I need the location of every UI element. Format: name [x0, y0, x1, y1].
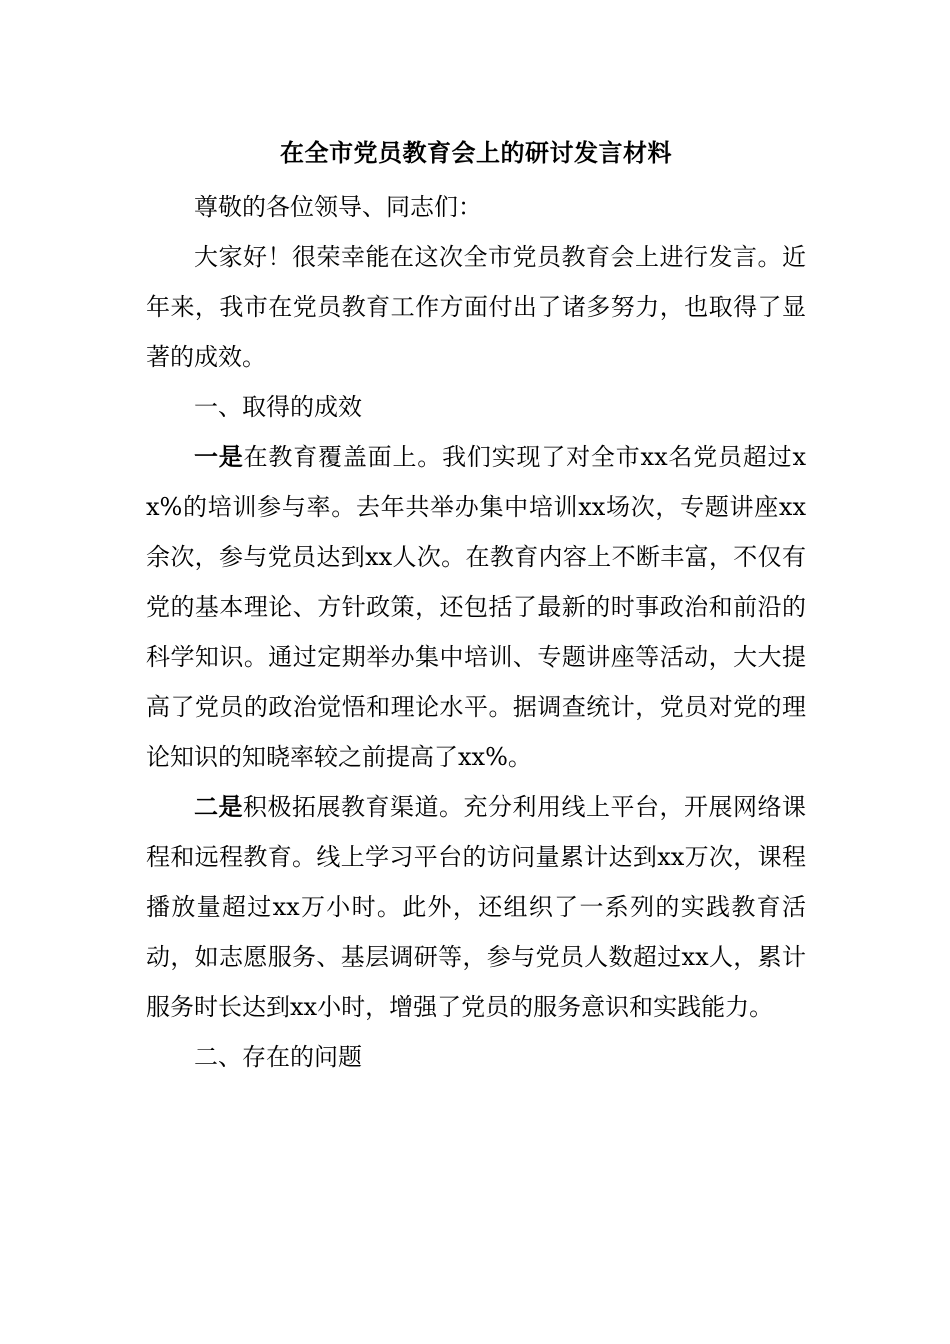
document-page [146, 124, 806, 1082]
point-one-paragraph [146, 432, 806, 782]
point-two-paragraph [146, 782, 806, 1032]
point-two-lead: 二是 [194, 792, 243, 821]
section-heading-achievements: 一、取得的成效 [194, 393, 362, 421]
point-two-text: 积极拓展教育渠道。充分利用线上平台，开展网络课程和远程教育。线上学习平台的访问量累计达到xx万次，课程播放量超过xx万小时。此外，还组织了一系列的实践教育活动，如志愿服务、基层调研等，参与党员人数超过xx人，累计服务时长达到xx小时，增强了党员的服务意识和实践能力。 [146, 793, 806, 1021]
intro-paragraph: 大家好！很荣幸能在这次全市党员教育会上进行发言。近年来，我市在党员教育工作方面付出了诸多努力，也取得了显著的成效。 [146, 243, 806, 371]
section-heading-problems: 二、存在的问题 [194, 1043, 362, 1071]
document-title: 在全市党员教育会上的研讨发言材料 [280, 138, 672, 167]
point-one-text: 在教育覆盖面上。我们实现了对全市xx名党员超过xx%的培训参与率。去年共举办集中培训xx场次，专题讲座xx余次，参与党员达到xx人次。在教育内容上不断丰富，不仅有党的基本理论、方针政策，还包括了最新的时事政治和前沿的科学知识。通过定期举办集中培训、专题讲座等活动，大大提高了党员的政治觉悟和理论水平。据调查统计，党员对党的理论知识的知晓率较之前提高了xx%。 [146, 443, 807, 771]
point-one-lead: 一是 [194, 442, 244, 471]
salutation: 尊敬的各位领导、同志们： [194, 193, 482, 221]
